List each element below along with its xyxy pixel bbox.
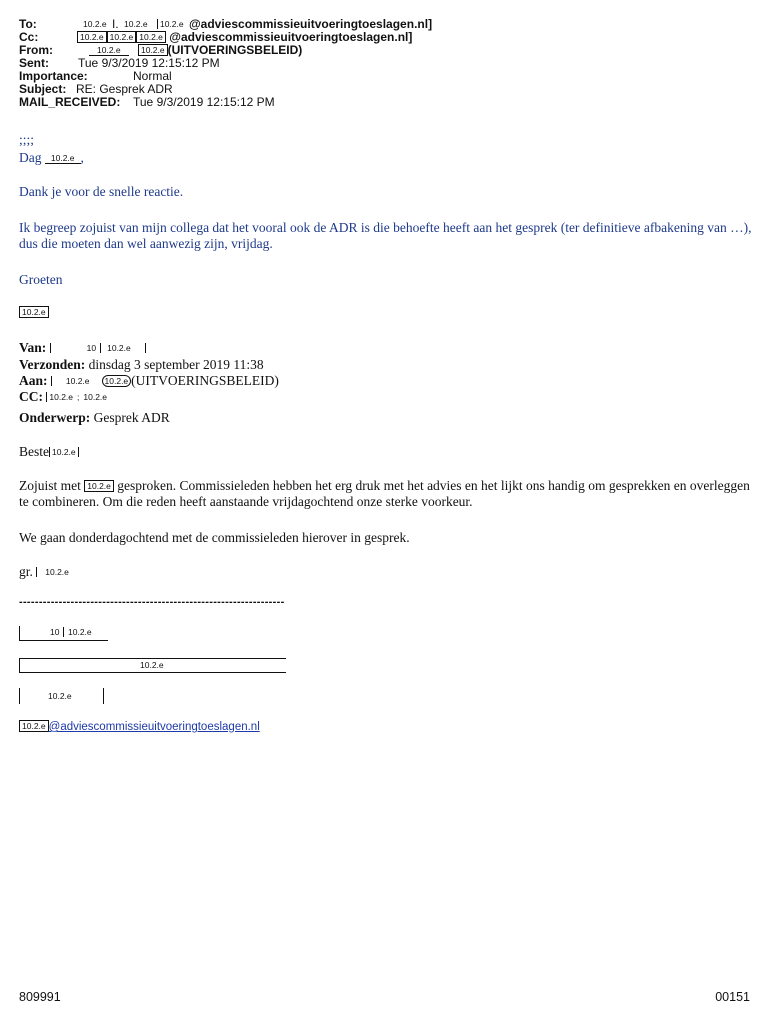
header-sent: Sent: Tue 9/3/2019 12:15:12 PM <box>19 56 220 70</box>
reply-closing: Groeten <box>19 272 63 287</box>
redaction-box: 10.2.e <box>68 627 92 637</box>
email-link[interactable]: @adviescommissieuitvoeringtoeslagen.nl <box>48 721 260 733</box>
reply-greeting: Dag 10.2.e , <box>19 150 84 165</box>
redaction-box: 10 <box>50 343 101 353</box>
orig-cc: CC: 10.2.e ; 10.2.e <box>19 389 108 404</box>
footer-doc-id: 809991 <box>19 990 61 1004</box>
redaction-box: 10.2.e <box>19 720 49 732</box>
orig-paragraph-2: We gaan donderdagochtend met de commissieleden hierover in gesprek. <box>19 530 410 545</box>
from-dept: (UITVOERINGSBELEID) <box>167 43 303 57</box>
divider: ------------------------------------------------------------------- <box>19 596 285 608</box>
signature-email <box>19 720 260 734</box>
orig-gr: gr. 10.2.e <box>19 564 69 579</box>
redaction-box: 10.2.e <box>123 19 148 29</box>
orig-onderwerp: Onderwerp: Gesprek ADR <box>19 410 170 425</box>
header-mail-received: MAIL_RECEIVED: Tue 9/3/2019 12:15:12 PM <box>19 95 275 109</box>
redaction-box: 10.2.e <box>157 19 186 29</box>
redaction-box: 10.2.e <box>107 31 137 43</box>
signature-line-2 <box>19 658 286 673</box>
redaction-box: 10.2.e <box>19 306 49 318</box>
redaction-box: 10.2.e <box>84 480 114 492</box>
redaction-box: 10.2.e <box>89 45 129 56</box>
redaction-box: 10.2.e <box>48 691 72 701</box>
redaction-box: 10.2.e <box>83 19 107 29</box>
redaction-box: 10.2.e <box>83 392 108 402</box>
redaction-box: 10.2.e <box>45 153 81 164</box>
redaction-box: 10.2.e <box>101 343 146 353</box>
reply-line-1: Dank je voor de snelle reactie. <box>19 184 184 199</box>
redaction-box: 10 <box>46 627 64 637</box>
redaction-box: 10.2.e <box>138 44 168 56</box>
redaction-box: 10.2.e <box>140 660 164 670</box>
header-cc: Cc: 10.2.e 10.2.e 10.2.e @adviescommissieuitvoeringtoeslagen.nl] <box>19 30 413 44</box>
redaction-box: 10.2.e <box>51 376 102 386</box>
header-subject: Subject: RE: Gesprek ADR <box>19 82 173 96</box>
redaction-box: 10.2.e <box>49 447 79 457</box>
orig-aan: Aan: 10.2.e 10.2.e (UITVOERINGSBELEID) <box>19 373 279 388</box>
header-from: From: 10.2.e 10.2.e (UITVOERINGSBELEID) <box>19 43 303 57</box>
signature-line-1 <box>19 626 108 641</box>
redaction-box: 10.2.e <box>136 31 166 43</box>
footer-page-number: 00151 <box>715 990 750 1004</box>
orig-beste: Beste 10.2.e <box>19 444 754 460</box>
header-importance: Importance: Normal <box>19 69 172 83</box>
to-domain: @adviescommissieuitvoeringtoeslagen.nl] <box>188 17 433 31</box>
header-to: To: 10.2.e I. 10.2.e 10.2.e @adviescommissieuitvoeringtoeslagen.nl] <box>19 17 433 31</box>
reply-signature <box>19 304 754 320</box>
redaction-box: 10.2.e <box>36 567 71 577</box>
redaction-box: 10.2.e <box>77 31 107 43</box>
redaction-box: 10.2.e <box>46 392 75 402</box>
cc-domain: @adviescommissieuitvoeringtoeslagen.nl] <box>169 30 413 44</box>
redaction-box: 10.2.e <box>102 375 132 387</box>
signature-line-3 <box>19 688 104 704</box>
orig-van: Van: 10 10.2.e <box>19 340 754 356</box>
reply-line-2: Ik begreep zojuist van mijn collega dat het vooral ook de ADR is die behoefte heeft aan het gesprek (ter definitieve afbakening van …), dus die moeten dan wel aanwezig zijn, vrijdag. <box>19 220 752 251</box>
reply-marks: ;;;; <box>19 132 35 147</box>
orig-verzonden: Verzonden: dinsdag 3 september 2019 11:38 <box>19 357 264 372</box>
orig-paragraph-1: Zojuist met 10.2.e gesproken. Commissieleden hebben het erg druk met het advies en het lijkt ons handig om gesprekken en overleggen te combineren. Om die reden heeft aanstaande vrijdagochtend onze sterke voorkeur. <box>19 478 750 509</box>
